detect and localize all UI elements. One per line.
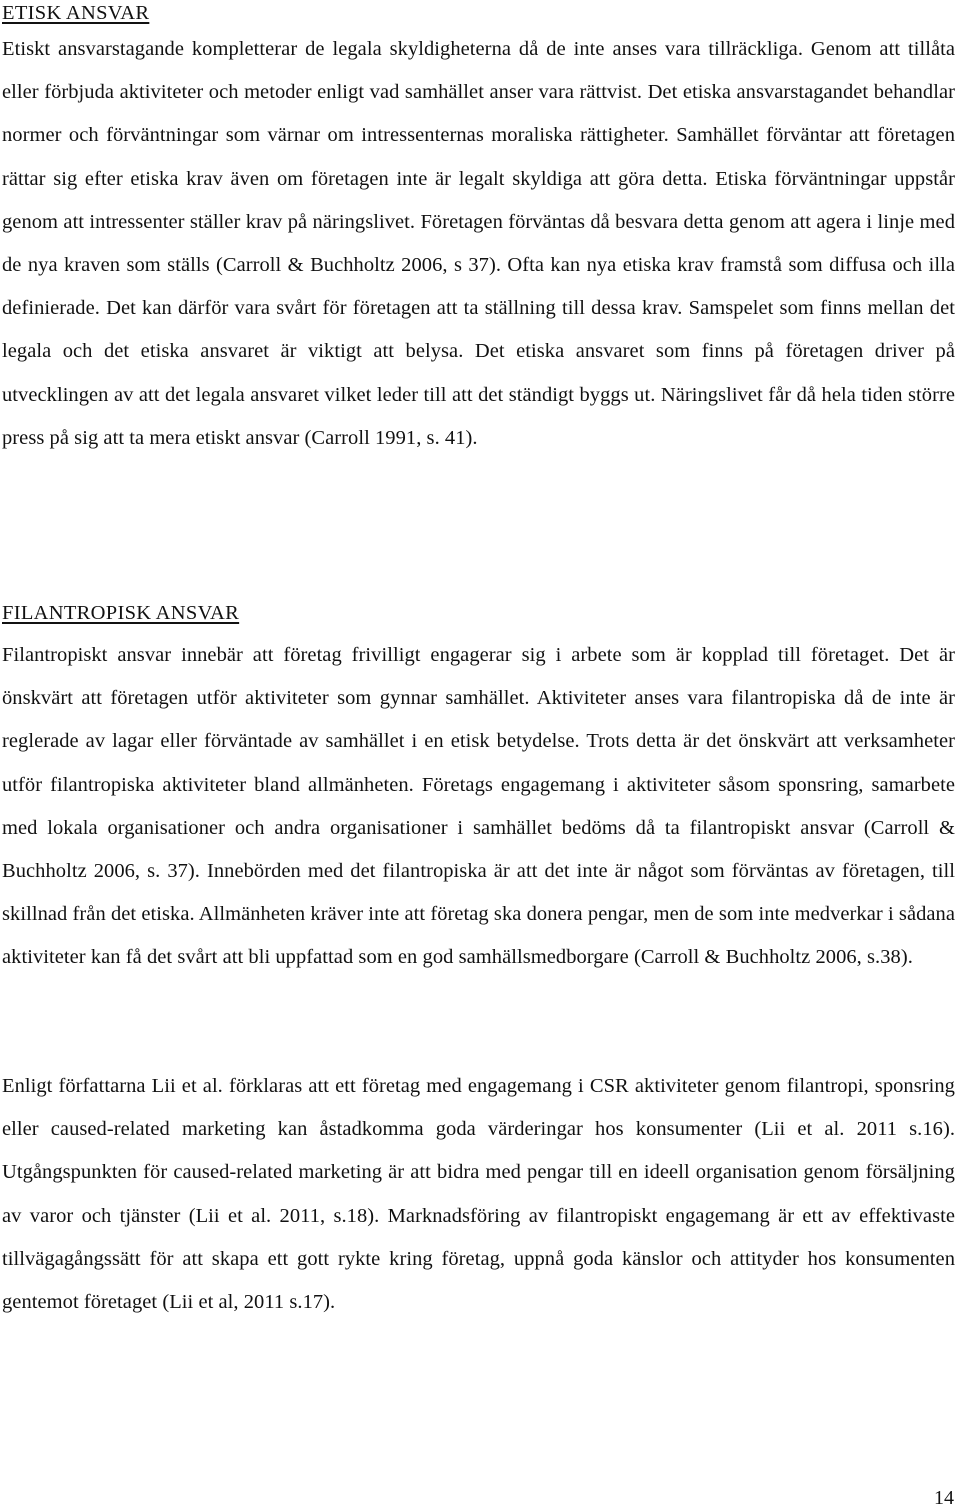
section-heading-etisk-ansvar: ETISK ANSVAR xyxy=(2,2,150,24)
paragraph-lii-et-al: Enligt författarna Lii et al. förklaras att ett företag med engagemang i CSR aktiviteter genom filantropi, sponsring eller caused-related marketing kan åstadkomma goda värderingar hos konsumenter (Lii et al. 2011 s.16). Utgångspunkten för caused-related marketing är att bidra med pengar till en ideell organisation genom försäljning av varor och tjänster (Lii et al. 2011, s.18). Marknadsföring av filantropiskt engagemang är ett av effektivaste tillvägagångssätt för att skapa ett gott rykte kring företag, uppnå goda känslor och attityder hos konsumenten gentemot företaget (Lii et al, 2011 s.17). xyxy=(2,1075,955,1314)
paragraph-etisk-ansvar: Etiskt ansvarstagande kompletterar de legala skyldigheterna då de inte anses vara tillräckliga. Genom att tillåta eller förbjuda aktiviteter och metoder enligt vad samhället anser vara rättvist. Det etiska ansvarstagandet behandlar normer och förväntningar som värnar om intressenternas moraliska rättigheter. Samhället förväntar att företagen rättar sig efter etiska krav även om företagen inte är legalt skyldiga att göra detta. Etiska förväntningar uppstår genom att intressenter ställer krav på näringslivet. Företagen förväntas då besvara detta genom att agera i linje med de nya kraven som ställs (Carroll & Buchholtz 2006, s 37). Ofta kan nya etiska krav framstå som diffusa och illa definierade. Det kan därför vara svårt för företagen att ta ställning till dessa krav. Samspelet som finns mellan det legala och det etiska ansvaret är viktigt att belysa. Det etiska ansvaret som finns på företagen driver på utvecklingen av att det legala ansvaret vilket leder till att det ständigt byggs ut. Näringslivet får då hela tiden större press på sig att ta mera etiskt ansvar (Carroll 1991, s. 41). xyxy=(2,38,955,449)
paragraph-filantropisk-ansvar: Filantropiskt ansvar innebär att företag frivilligt engagerar sig i arbete som är kopplad till företaget. Det är önskvärt att företagen utför aktiviteter som gynnar samhället. Aktiviteter anses vara filantropiska då de inte är reglerade av lagar eller förväntade av samhället i en etisk betydelse. Trots detta är det önskvärt att verksamheter utför filantropiska aktiviteter bland allmänheten. Företags engagemang i aktiviteter såsom sponsring, samarbete med lokala organisationer och andra organisationer i samhället bedöms då ta filantropiskt ansvar (Carroll & Buchholtz 2006, s. 37). Innebörden med det filantropiska är att det inte är något som förväntas av företagen, till skillnad från det etiska. Allmänheten kräver inte att företag ska donera pengar, men de som inte medverkar i sådana aktiviteter kan få det svårt att bli uppfattad som en god samhällsmedborgare (Carroll & Buchholtz 2006, s.38). xyxy=(2,644,955,969)
section-heading-filantropisk-ansvar: FILANTROPISK ANSVAR xyxy=(2,602,240,624)
page-number: 14 xyxy=(934,1487,954,1509)
